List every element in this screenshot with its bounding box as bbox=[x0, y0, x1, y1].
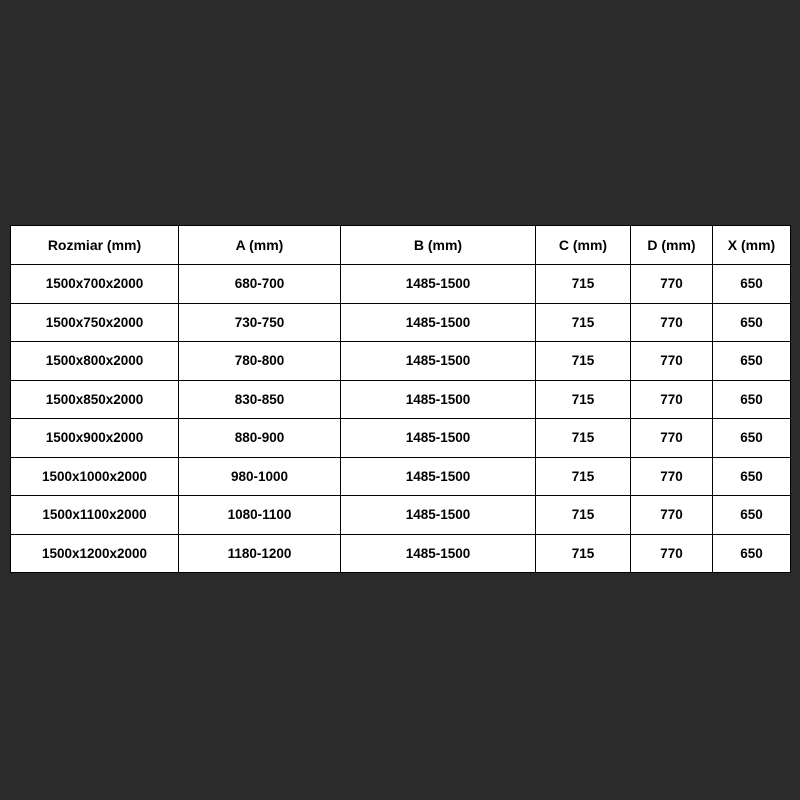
table-row bbox=[11, 265, 791, 304]
cell-b: 1485-1500 bbox=[341, 303, 536, 342]
cell-rozmiar: 1500x1200x2000 bbox=[11, 534, 179, 573]
cell-rozmiar: 1500x800x2000 bbox=[11, 342, 179, 381]
cell-a: 980-1000 bbox=[179, 457, 341, 496]
cell-rozmiar: 1500x900x2000 bbox=[11, 419, 179, 458]
cell-a: 830-850 bbox=[179, 380, 341, 419]
cell-d: 770 bbox=[631, 303, 713, 342]
cell-d: 770 bbox=[631, 265, 713, 304]
table-row bbox=[11, 419, 791, 458]
table-header-row bbox=[11, 226, 791, 265]
cell-b: 1485-1500 bbox=[341, 419, 536, 458]
cell-d: 770 bbox=[631, 534, 713, 573]
cell-x: 650 bbox=[713, 457, 791, 496]
table-row bbox=[11, 534, 791, 573]
cell-b: 1485-1500 bbox=[341, 496, 536, 535]
cell-b: 1485-1500 bbox=[341, 380, 536, 419]
cell-a: 1180-1200 bbox=[179, 534, 341, 573]
cell-b: 1485-1500 bbox=[341, 265, 536, 304]
column-header-a: A (mm) bbox=[179, 226, 341, 265]
table-row bbox=[11, 342, 791, 381]
cell-rozmiar: 1500x750x2000 bbox=[11, 303, 179, 342]
column-header-d: D (mm) bbox=[631, 226, 713, 265]
size-table bbox=[10, 225, 791, 573]
table-body bbox=[11, 265, 791, 573]
cell-d: 770 bbox=[631, 457, 713, 496]
cell-b: 1485-1500 bbox=[341, 534, 536, 573]
cell-c: 715 bbox=[536, 534, 631, 573]
cell-c: 715 bbox=[536, 419, 631, 458]
cell-rozmiar: 1500x850x2000 bbox=[11, 380, 179, 419]
column-header-x: X (mm) bbox=[713, 226, 791, 265]
table-row bbox=[11, 380, 791, 419]
cell-c: 715 bbox=[536, 265, 631, 304]
cell-d: 770 bbox=[631, 496, 713, 535]
cell-x: 650 bbox=[713, 265, 791, 304]
table-row bbox=[11, 457, 791, 496]
cell-x: 650 bbox=[713, 496, 791, 535]
cell-a: 680-700 bbox=[179, 265, 341, 304]
cell-a: 1080-1100 bbox=[179, 496, 341, 535]
cell-x: 650 bbox=[713, 419, 791, 458]
cell-d: 770 bbox=[631, 419, 713, 458]
cell-x: 650 bbox=[713, 342, 791, 381]
cell-b: 1485-1500 bbox=[341, 342, 536, 381]
cell-rozmiar: 1500x1000x2000 bbox=[11, 457, 179, 496]
table-row bbox=[11, 496, 791, 535]
table-row bbox=[11, 303, 791, 342]
cell-d: 770 bbox=[631, 342, 713, 381]
cell-a: 730-750 bbox=[179, 303, 341, 342]
cell-rozmiar: 1500x1100x2000 bbox=[11, 496, 179, 535]
cell-a: 780-800 bbox=[179, 342, 341, 381]
cell-b: 1485-1500 bbox=[341, 457, 536, 496]
cell-c: 715 bbox=[536, 496, 631, 535]
cell-rozmiar: 1500x700x2000 bbox=[11, 265, 179, 304]
cell-x: 650 bbox=[713, 534, 791, 573]
cell-d: 770 bbox=[631, 380, 713, 419]
cell-c: 715 bbox=[536, 380, 631, 419]
cell-c: 715 bbox=[536, 457, 631, 496]
cell-c: 715 bbox=[536, 303, 631, 342]
cell-a: 880-900 bbox=[179, 419, 341, 458]
column-header-b: B (mm) bbox=[341, 226, 536, 265]
cell-x: 650 bbox=[713, 380, 791, 419]
cell-x: 650 bbox=[713, 303, 791, 342]
size-table-container bbox=[10, 225, 790, 573]
table-header bbox=[11, 226, 791, 265]
column-header-c: C (mm) bbox=[536, 226, 631, 265]
column-header-rozmiar: Rozmiar (mm) bbox=[11, 226, 179, 265]
cell-c: 715 bbox=[536, 342, 631, 381]
